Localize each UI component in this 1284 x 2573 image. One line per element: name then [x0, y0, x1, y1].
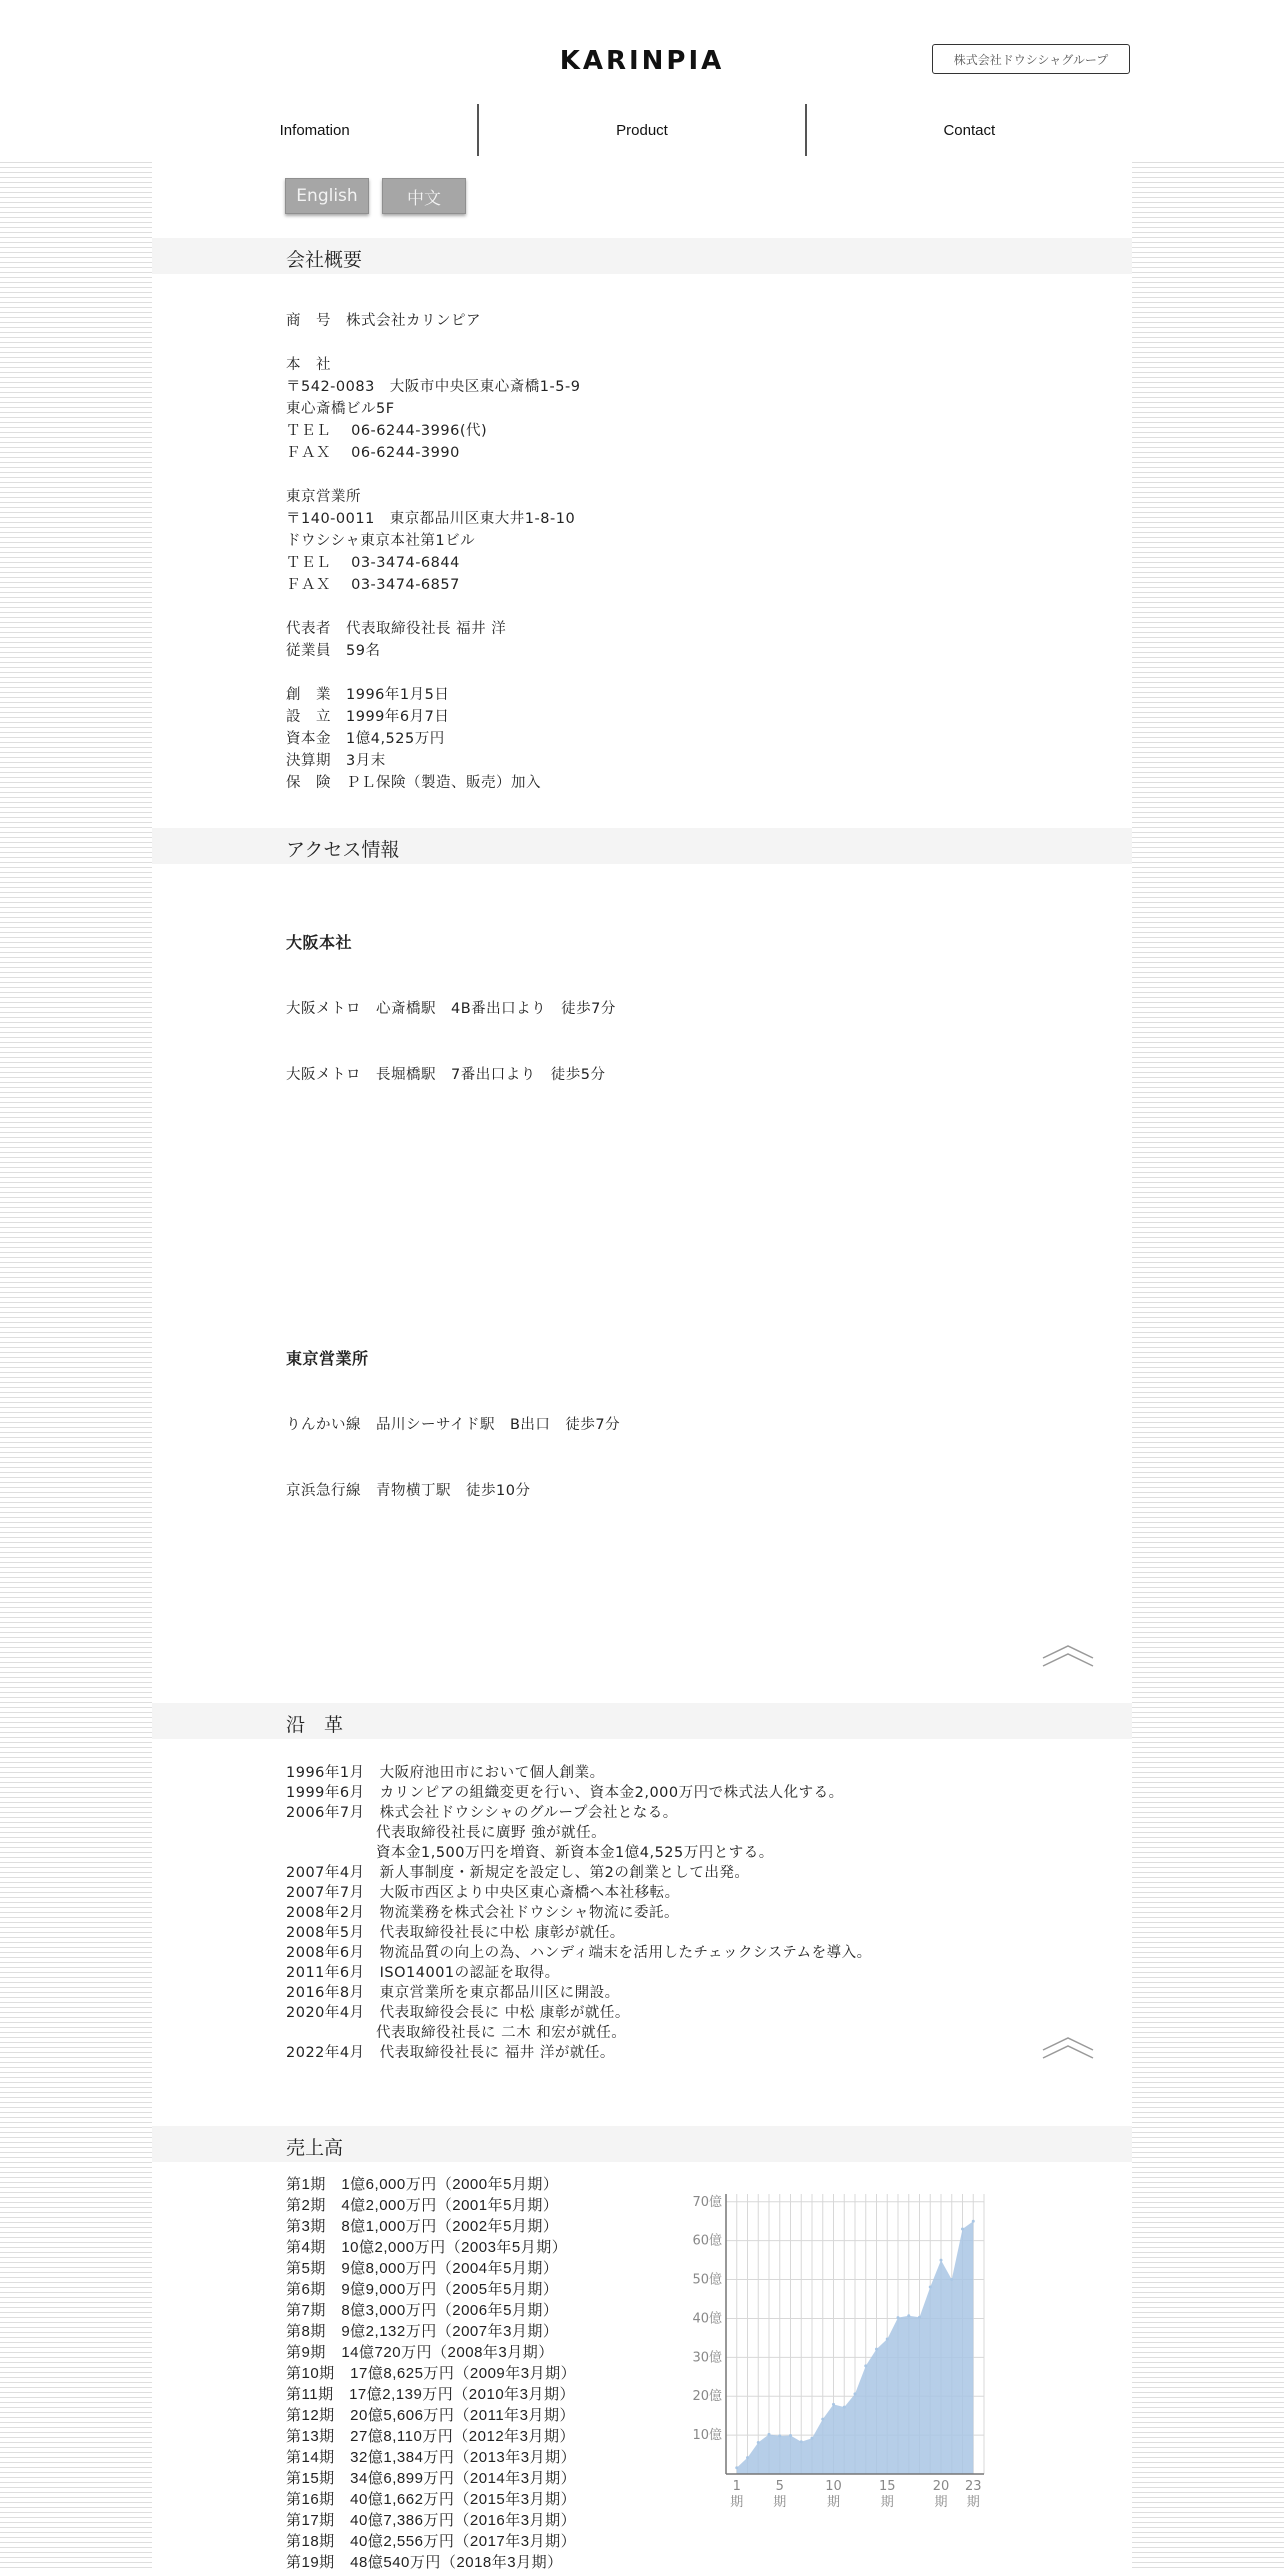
chart-x-tick-unit: 期 [966, 2495, 980, 2510]
chart-data-point [886, 2338, 889, 2341]
chart-data-point [757, 2441, 760, 2444]
site-logo[interactable]: KARINPIA [559, 46, 725, 76]
chart-data-point [929, 2285, 932, 2288]
overview-line: 決算期 3月末 [286, 753, 386, 769]
overview-line: ＴＥＬ 06-6244-3996(代) [286, 423, 488, 439]
tokyo-title: 東京営業所 [286, 1349, 369, 1368]
sales-line: 第3期 8億1,000万円（2002年5月期） [286, 2218, 559, 2235]
tokyo-access [286, 1304, 620, 1546]
sales-title: 売上高 [286, 2137, 344, 2159]
osaka-access [286, 888, 616, 1130]
overview-text [286, 310, 580, 794]
overview-line: 商 号 株式会社カリンピア [286, 313, 481, 329]
chart-data-point [746, 2456, 749, 2459]
chart-data-point [918, 2316, 921, 2319]
chart-data-point [907, 2314, 910, 2317]
chart-y-tick-label: 20億 [692, 2389, 722, 2405]
sales-line: 第13期 27億8,110万円（2012年3月期） [286, 2428, 576, 2445]
access-title: アクセス情報 [286, 839, 400, 861]
sales-line: 第2期 4億2,000万円（2001年5月期） [286, 2197, 559, 2214]
sales-header [152, 2126, 1132, 2162]
overview-title: 会社概要 [286, 249, 363, 271]
overview-line: 本 社 [286, 357, 331, 373]
chart-x-tick-label: 15 [878, 2479, 896, 2494]
osaka-line: 大阪メトロ 心斎橋駅 4B番出口より 徒歩7分 [286, 1001, 616, 1017]
history-line: 2016年8月 東京営業所を東京都品川区に開設。 [286, 1985, 620, 2001]
history-line: 2011年6月 ISO14001の認証を取得。 [286, 1965, 560, 1981]
history-line: 2007年4月 新人事制度・新規定を設定し、第2の創業として出発。 [286, 1865, 750, 1881]
sales-line: 第9期 14億720万円（2008年3月期） [286, 2344, 554, 2361]
history-line: 2022年4月 代表取締役社長に 福井 洋が就任。 [286, 2045, 615, 2061]
chart-data-point [832, 2403, 835, 2406]
chart-x-tick-unit: 期 [773, 2495, 787, 2510]
sales-line: 第15期 34億6,899万円（2014年3月期） [286, 2470, 577, 2487]
overview-line [286, 464, 580, 486]
sales-chart [682, 2186, 1002, 2536]
overview-line: 〒542-0083 大阪市中央区東心斎橋1-5-9 [286, 379, 581, 395]
osaka-title: 大阪本社 [286, 933, 353, 952]
overview-line [286, 596, 580, 618]
nav-product[interactable]: Product [616, 121, 668, 139]
chart-x-tick-label: 1 [732, 2479, 741, 2494]
history-line: 資本金1,500万円を増資、新資本金1億4,525万円とする。 [286, 1845, 774, 1861]
overview-line: ＴＥＬ 03-3474-6844 [286, 555, 460, 571]
chart-data-point [768, 2433, 771, 2436]
history-line: 1996年1月 大阪府池田市において個人創業。 [286, 1765, 605, 1781]
chart-data-point [875, 2348, 878, 2351]
sales-line: 第12期 20億5,606万円（2011年3月期） [286, 2407, 576, 2424]
history-line: 代表取締役社長に 二木 和宏が就任。 [286, 2025, 627, 2041]
overview-line: ドウシシャ東京本社第1ビル [286, 533, 476, 549]
chart-x-tick-unit: 期 [826, 2495, 841, 2510]
chart-data-point [897, 2316, 900, 2319]
tokyo-line: 京浜急行線 青物横丁駅 徒歩10分 [286, 1483, 531, 1499]
history-line: 2006年7月 株式会社ドウシシャのグループ会社となる。 [286, 1805, 678, 1821]
sales-line: 第19期 48億540万円（2018年3月期） [286, 2554, 563, 2571]
history-title: 沿 革 [286, 1714, 344, 1736]
chart-data-point [821, 2418, 824, 2421]
chart-data-point [789, 2434, 792, 2437]
sales-line: 第8期 9億2,132万円（2007年3月期） [286, 2323, 559, 2340]
overview-line: 〒140-0011 東京都品川区東大井1-8-10 [286, 511, 576, 527]
history-line: 2008年5月 代表取締役社長に中松 康彰が就任。 [286, 1925, 625, 1941]
overview-line: 従業員 59名 [286, 643, 381, 659]
back-to-top-icon[interactable] [1042, 2034, 1094, 2060]
chart-y-tick-label: 30億 [692, 2350, 722, 2366]
history-line: 代表取締役社長に廣野 強が就任。 [286, 1825, 607, 1841]
sales-line: 第6期 9億9,000万円（2005年5月期） [286, 2281, 559, 2298]
history-header [152, 1703, 1132, 1739]
sales-line: 第4期 10億2,000万円（2003年5月期） [286, 2239, 568, 2256]
chinese-button[interactable]: 中文 [382, 178, 466, 214]
overview-line [286, 662, 580, 684]
sales-line: 第14期 32億1,384万円（2013年3月期） [286, 2449, 577, 2466]
access-header [152, 828, 1132, 864]
history-line: 2008年6月 物流品質の向上の為、ハンディ端末を活用したチェックシステムを導入。 [286, 1945, 872, 1961]
chart-data-point [735, 2466, 738, 2469]
history-line: 2020年4月 代表取締役会長に 中松 康彰が就任。 [286, 2005, 630, 2021]
chart-data-point [972, 2220, 975, 2223]
overview-line: 代表者 代表取締役社長 福井 洋 [286, 621, 507, 637]
main-nav [152, 104, 1132, 156]
group-link-button[interactable]: 株式会社ドウシシャグループ [932, 44, 1130, 74]
overview-line: ＦＡＸ 06-6244-3990 [286, 445, 460, 461]
sales-text [286, 2174, 576, 2573]
chart-y-tick-label: 10億 [692, 2428, 722, 2444]
left-stripe-background [0, 158, 152, 2568]
chart-data-point [950, 2278, 953, 2281]
chart-x-tick-label: 10 [825, 2479, 842, 2494]
nav-infomation[interactable]: Infomation [279, 121, 350, 139]
sales-line: 第17期 40億7,386万円（2016年3月期） [286, 2512, 577, 2529]
sales-line: 第10期 17億8,625万円（2009年3月期） [286, 2365, 577, 2382]
chart-x-tick-label: 23 [964, 2479, 982, 2494]
chart-data-point [778, 2434, 781, 2437]
overview-line: ＦＡＸ 03-3474-6857 [286, 577, 460, 593]
english-button[interactable]: English [285, 178, 369, 214]
sales-line: 第11期 17億2,139万円（2010年3月期） [286, 2386, 576, 2403]
chart-x-tick-unit: 期 [934, 2495, 948, 2510]
chart-x-tick-unit: 期 [880, 2495, 894, 2510]
overview-line: 設 立 1999年6月7日 [286, 709, 450, 725]
chart-data-point [811, 2437, 814, 2440]
osaka-line: 大阪メトロ 長堀橋駅 7番出口より 徒歩5分 [286, 1067, 606, 1083]
chart-data-point [843, 2406, 846, 2409]
chart-data-point [864, 2364, 867, 2367]
chart-y-tick-label: 60億 [692, 2233, 722, 2249]
main-content [152, 158, 1132, 2571]
tokyo-line: りんかい線 品川シーサイド駅 B出口 徒歩7分 [286, 1417, 621, 1433]
chart-y-tick-label: 40億 [692, 2311, 722, 2327]
chart-data-point [800, 2440, 803, 2443]
sales-line: 第18期 40億2,556万円（2017年3月期） [286, 2533, 577, 2550]
history-line: 2008年2月 物流業務を株式会社ドウシシャ物流に委託。 [286, 1905, 679, 1921]
sales-line: 第1期 1億6,000万円（2000年5月期） [286, 2176, 559, 2193]
sales-line: 第16期 40億1,662万円（2015年3月期） [286, 2491, 577, 2508]
overview-header [152, 238, 1132, 274]
chart-x-tick-label: 20 [932, 2479, 950, 2494]
chart-x-tick-unit: 期 [730, 2495, 744, 2510]
chart-data-point [940, 2259, 943, 2262]
history-line: 2007年7月 大阪市西区より中央区東心斎橋へ本社移転。 [286, 1885, 680, 1901]
history-line: 1999年6月 カリンピアの組織変更を行い、資本金2,000万円で株式法人化する。 [286, 1785, 844, 1801]
overview-line: 資本金 1億4,525万円 [286, 731, 445, 747]
back-to-top-icon[interactable] [1042, 1642, 1094, 1668]
chart-data-point [854, 2392, 857, 2395]
nav-contact[interactable]: Contact [943, 121, 996, 139]
chart-y-tick-label: 70億 [692, 2194, 722, 2210]
chart-y-tick-label: 50億 [692, 2272, 722, 2288]
overview-line: 東京営業所 [286, 489, 361, 505]
history-text [286, 1763, 872, 2063]
overview-line [286, 332, 580, 354]
sales-line: 第7期 8億3,000万円（2006年5月期） [286, 2302, 559, 2319]
site-header [0, 0, 1284, 158]
overview-line: 創 業 1996年1月5日 [286, 687, 450, 703]
overview-line: 東心斎橋ビル5F [286, 401, 395, 417]
sales-line: 第5期 9億8,000万円（2004年5月期） [286, 2260, 559, 2277]
overview-line: 保 険 ＰＬ保険（製造、販売）加入 [286, 775, 541, 791]
right-stripe-background [1132, 158, 1284, 2568]
chart-data-point [961, 2228, 964, 2231]
chart-x-tick-label: 5 [775, 2479, 784, 2494]
